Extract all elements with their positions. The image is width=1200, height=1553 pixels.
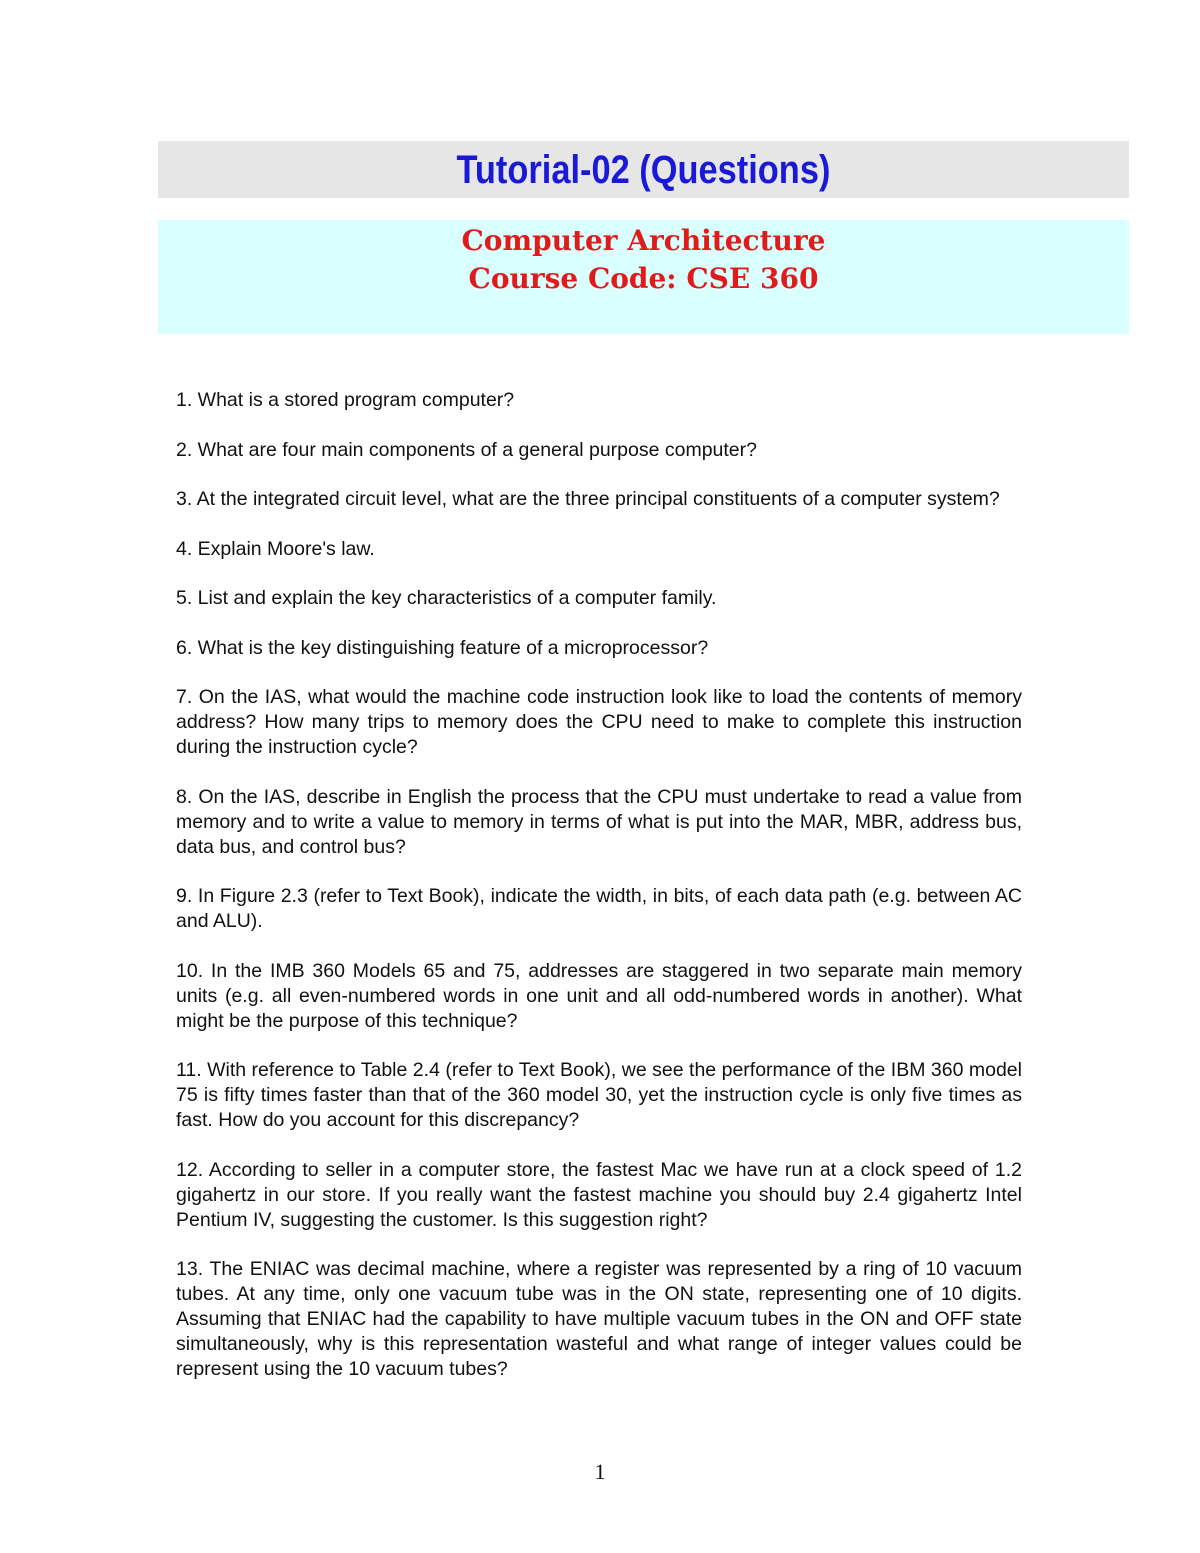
question-item: 5. List and explain the key characteristics of a computer family. [176, 587, 717, 609]
question-item: 9. In Figure 2.3 (refer to Text Book), indicate the width, in bits, of each data path (e.g. between AC and ALU). [176, 885, 1022, 932]
question-item: 12. According to seller in a computer store, the fastest Mac we have run at a clock speed of 1.2 gigahertz in our store. If you really want the fastest machine you should buy 2.4 gigahertz Intel Pentium IV, suggesting the customer. Is this suggestion right? [176, 1158, 1022, 1231]
question-list [176, 388, 1022, 1407]
question-item: 4. Explain Moore's law. [176, 537, 375, 560]
question-item: 3. At the integrated circuit level, what are the three principal constituents of a computer system? [176, 488, 1000, 510]
title-banner [158, 141, 1129, 198]
page-number: 1 [594, 1459, 606, 1484]
question-item: 13. The ENIAC was decimal machine, where a register was represented by a ring of 10 vacuum tubes. At any time, only one vacuum tube was in the ON state, representing one of 10 digits. Assuming that ENIAC had the capability to have multiple vacuum tubes in the ON and OFF state simultaneously, why is this representation wasteful and what range of integer values could be represent using the 10 vacuum tubes? [176, 1258, 1022, 1380]
question-item: 6. What is the key distinguishing feature of a microprocessor? [176, 636, 709, 659]
course-name: Computer Architecture [461, 224, 826, 257]
question-item: 11. With reference to Table 2.4 (refer to Text Book), we see the performance of the IBM 360 model 75 is fifty times faster than that of the 360 model 30, yet the instruction cycle is only five times as fast. How do you account for this discrepancy? [176, 1059, 1022, 1131]
question-item: 10. In the IMB 360 Models 65 and 75, addresses are staggered in two separate main memory units (e.g. all even-numbered words in one unit and all odd-numbered words in another). What might be the purpose of this technique? [176, 959, 1022, 1032]
course-info-box [158, 220, 1129, 334]
course-code: Course Code: CSE 360 [468, 262, 819, 295]
question-item: 8. On the IAS, describe in English the process that the CPU must undertake to read a value from memory and to write a value to memory in terms of what is put into the MAR, MBR, address bus, data bus, and control bus? [176, 785, 1022, 858]
question-item: 1. What is a stored program computer? [176, 389, 515, 411]
document-title: Tutorial-02 (Questions) [456, 148, 831, 192]
question-item: 7. On the IAS, what would the machine code instruction look like to load the contents of memory address? How many trips to memory does the CPU need to make to complete this instruction during the instruction cycle? [176, 686, 1022, 758]
question-item: 2. What are four main components of a general purpose computer? [176, 438, 757, 461]
